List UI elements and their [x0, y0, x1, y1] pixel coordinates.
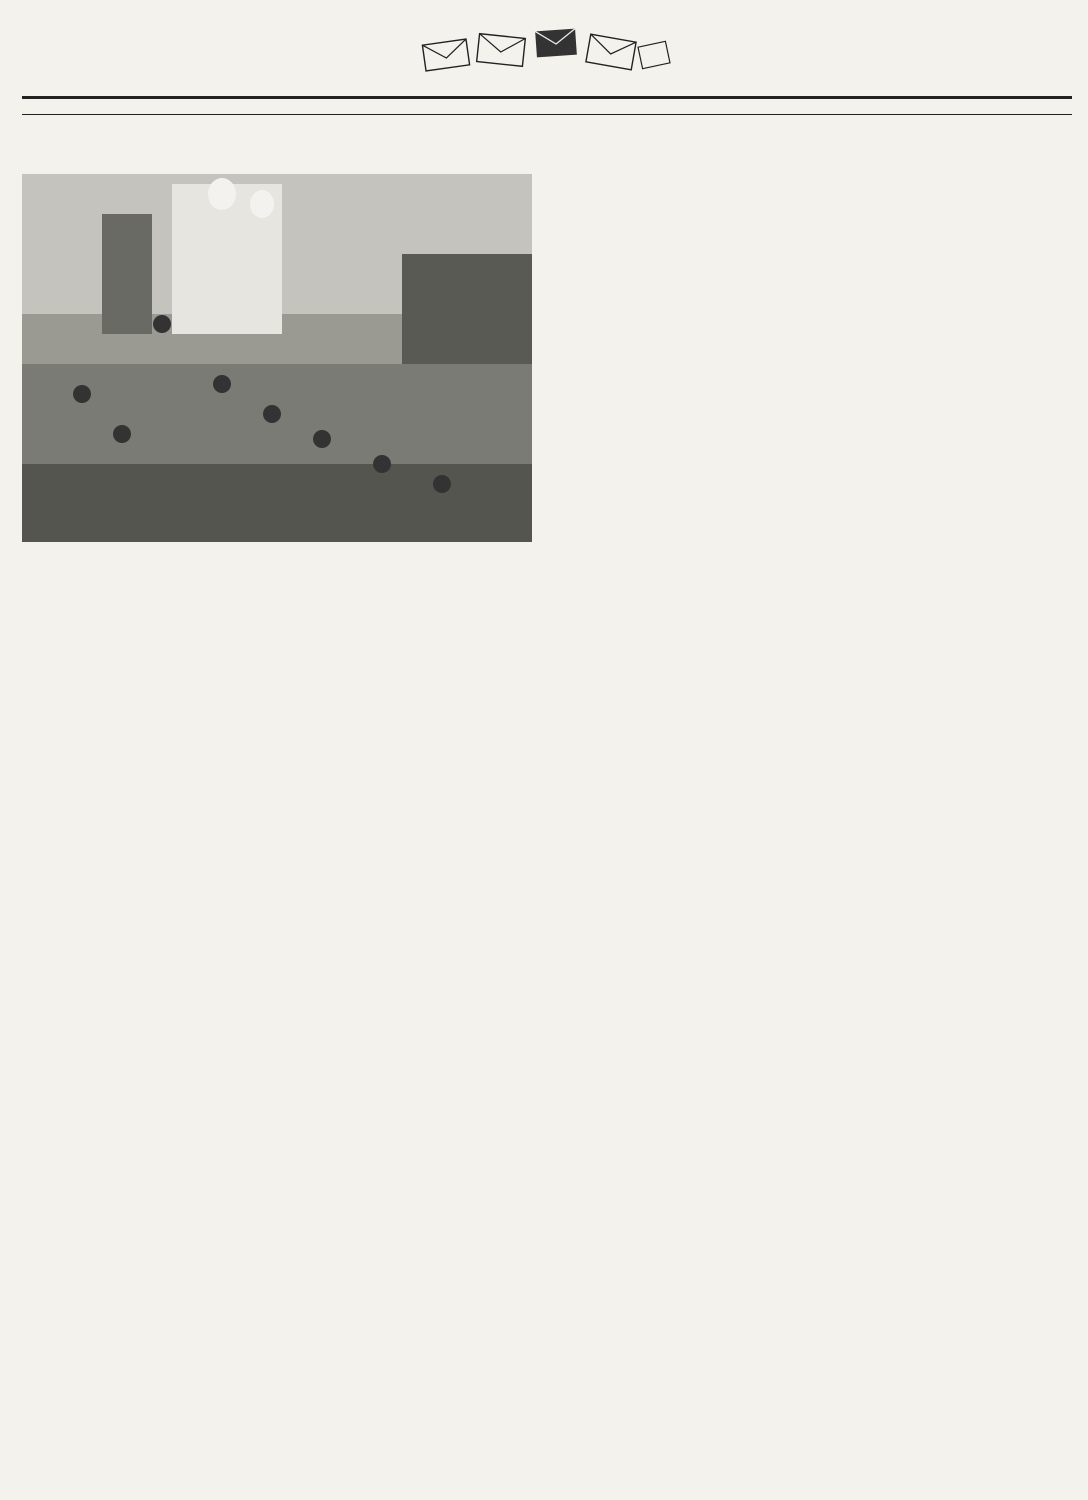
vibrant-col3 — [366, 547, 534, 662]
campus-photo — [22, 174, 532, 542]
masthead-title-left — [172, 38, 422, 98]
page-number — [1018, 28, 1072, 88]
col-d-top — [722, 118, 890, 638]
vibrant-col2 — [194, 547, 360, 657]
masthead — [22, 18, 1072, 98]
masthead-rule — [22, 96, 1072, 99]
col-e-top — [896, 118, 1072, 119]
vibrant-headline — [22, 116, 542, 172]
notice-rule — [22, 114, 1072, 115]
vibrant-photo-credit — [512, 474, 524, 534]
logo — [22, 58, 152, 80]
masthead-title-right — [616, 38, 866, 98]
dateline — [842, 78, 1032, 90]
vibrant-col1 — [22, 547, 190, 657]
masthead-email[interactable] — [480, 80, 620, 92]
col-c-top — [552, 118, 716, 1483]
col-e — [898, 118, 899, 119]
letters-notice — [22, 100, 1072, 114]
